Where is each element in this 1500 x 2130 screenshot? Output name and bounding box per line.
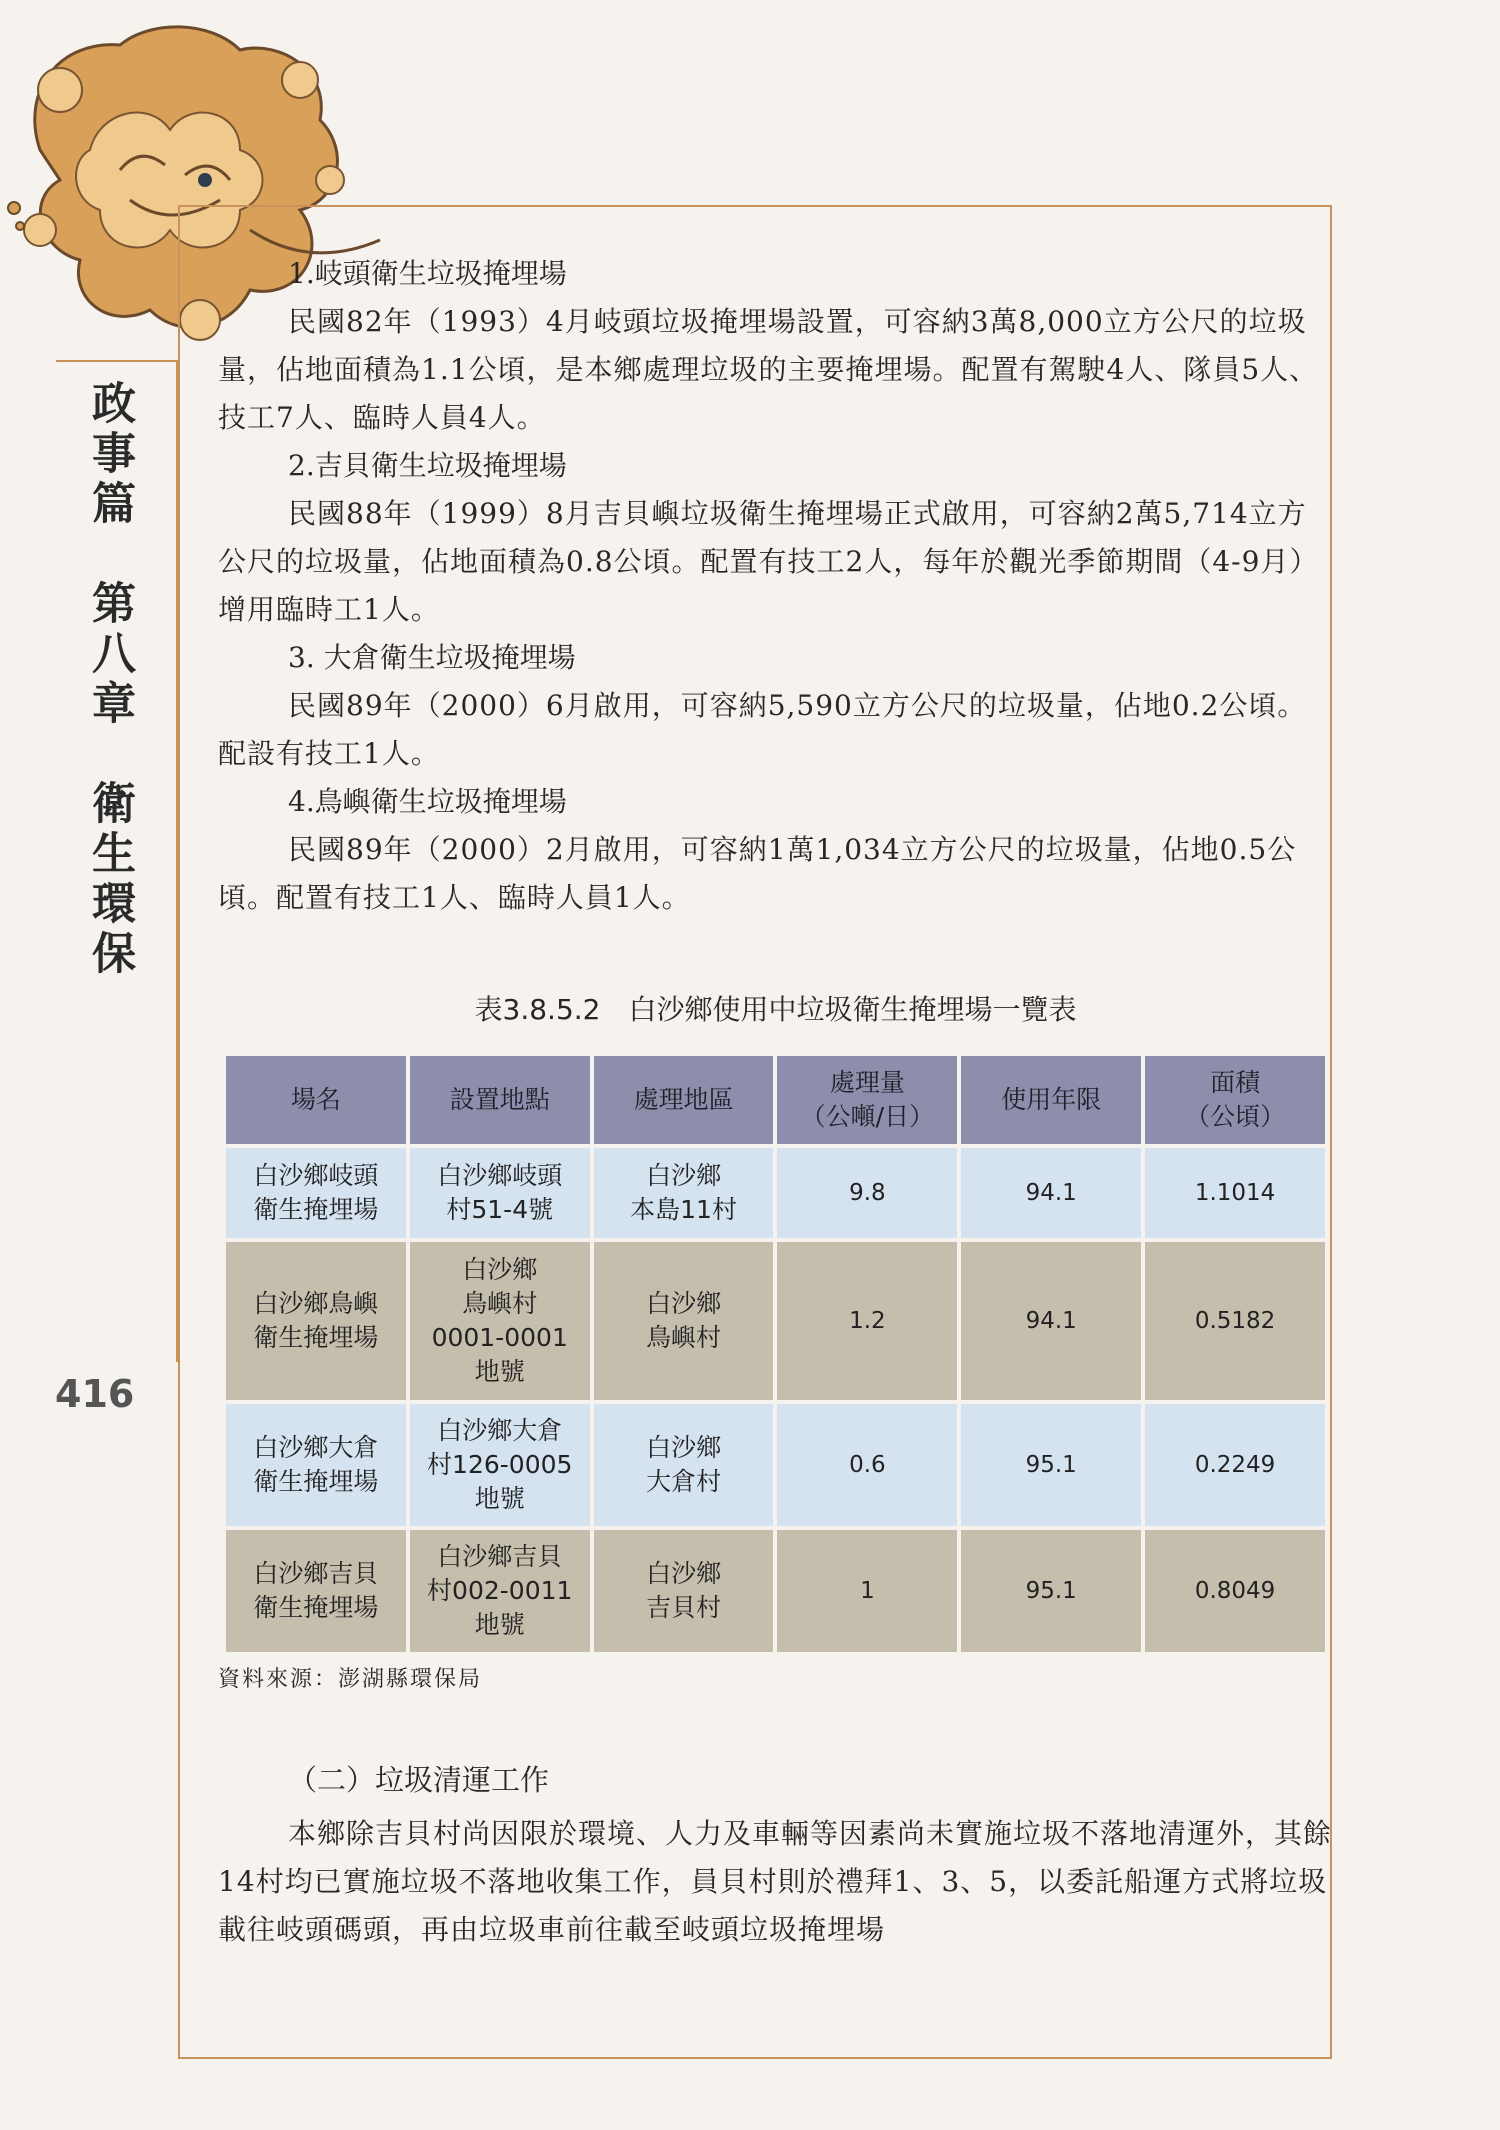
- subsection-paragraph: 本鄉除吉貝村尚因限於環境、人力及車輛等因素尚未實施垃圾不落地清運外，其餘14村均已實施垃圾不落地收集工作，員貝村則於禮拜1、3、5，以委託船運方式將垃圾載往岐頭碼頭，再由垃圾車前往載至岐頭垃圾掩埋場: [218, 1817, 1333, 1946]
- table-cell: 白沙鄉岐頭 村51-4號: [410, 1148, 590, 1238]
- table-cell: 白沙鄉 鳥嶼村: [594, 1242, 774, 1400]
- table-cell: 白沙鄉吉貝 村002-0011 地號: [410, 1530, 590, 1652]
- table-cell: 0.5182: [1145, 1242, 1325, 1400]
- column-header: 場名: [226, 1056, 406, 1144]
- table-cell: 白沙鄉吉貝 衛生掩埋場: [226, 1530, 406, 1652]
- section-two: [218, 1756, 1333, 1954]
- table-row: [226, 1148, 1325, 1238]
- table-row: [226, 1530, 1325, 1652]
- table-cell: 白沙鄉 大倉村: [594, 1404, 774, 1526]
- landfill-table: [222, 1052, 1329, 1656]
- section-paragraph: 民國89年（2000）2月啟用，可容納1萬1,034立方公尺的垃圾量，佔地0.5公頃。配置有技工1人、臨時人員1人。: [218, 833, 1297, 914]
- table-row: [226, 1404, 1325, 1526]
- page-number: 416: [55, 1372, 135, 1416]
- table-title: 表3.8.5.2 白沙鄉使用中垃圾衛生掩埋場一覽表: [474, 993, 1077, 1026]
- table-cell: 白沙鄉鳥嶼 衛生掩埋場: [226, 1242, 406, 1400]
- section-heading: 1.岐頭衛生垃圾掩埋場: [288, 257, 567, 290]
- table-header-row: [226, 1056, 1325, 1144]
- table-cell: 1.2: [777, 1242, 957, 1400]
- section-paragraph: 民國82年（1993）4月岐頭垃圾掩埋場設置，可容納3萬8,000立方公尺的垃圾量，佔地面積為1.1公頃，是本鄉處理垃圾的主要掩埋場。配置有駕駛4人、隊員5人、技工7人、臨時人員4人。: [218, 305, 1319, 434]
- column-header: 面積 （公頃）: [1145, 1056, 1325, 1144]
- table-cell: 0.2249: [1145, 1404, 1325, 1526]
- section-paragraph: 民國88年（1999）8月吉貝嶼垃圾衛生掩埋場正式啟用，可容納2萬5,714立方公尺的垃圾量，佔地面積為0.8公頃。配置有技工2人，每年於觀光季節期間（4-9月）增用臨時工1人。: [218, 497, 1319, 626]
- table-cell: 1: [777, 1530, 957, 1652]
- chapter-side-title: 政事篇 第八章 衛生環保: [84, 380, 135, 980]
- column-header: 處理地區: [594, 1056, 774, 1144]
- section-heading: 3. 大倉衛生垃圾掩埋場: [288, 641, 576, 674]
- table-cell: 白沙鄉岐頭 衛生掩埋場: [226, 1148, 406, 1238]
- table-source: 資料來源：澎湖縣環保局: [218, 1667, 483, 1692]
- table-cell: 94.1: [961, 1242, 1141, 1400]
- subsection-heading: （二）垃圾清運工作: [288, 1763, 550, 1797]
- column-header: 使用年限: [961, 1056, 1141, 1144]
- table-cell: 0.8049: [1145, 1530, 1325, 1652]
- table-cell: 1.1014: [1145, 1148, 1325, 1238]
- table-cell: 白沙鄉 鳥嶼村 0001-0001 地號: [410, 1242, 590, 1400]
- table-cell: 95.1: [961, 1530, 1141, 1652]
- table-cell: 0.6: [777, 1404, 957, 1526]
- table-cell: 白沙鄉大倉 衛生掩埋場: [226, 1404, 406, 1526]
- table-cell: 94.1: [961, 1148, 1141, 1238]
- table-row: [226, 1242, 1325, 1400]
- table-cell: 白沙鄉 吉貝村: [594, 1530, 774, 1652]
- column-header: 處理量 （公噸/日）: [777, 1056, 957, 1144]
- table-cell: 白沙鄉 本島11村: [594, 1148, 774, 1238]
- section-paragraph: 民國89年（2000）6月啟用，可容納5,590立方公尺的垃圾量，佔地0.2公頃。配設有技工1人。: [218, 689, 1307, 770]
- section-heading: 4.鳥嶼衛生垃圾掩埋場: [288, 785, 567, 818]
- main-text: [218, 250, 1333, 922]
- section-heading: 2.吉貝衛生垃圾掩埋場: [288, 449, 567, 482]
- table-cell: 白沙鄉大倉 村126-0005 地號: [410, 1404, 590, 1526]
- table-cell: 95.1: [961, 1404, 1141, 1526]
- table-cell: 9.8: [777, 1148, 957, 1238]
- column-header: 設置地點: [410, 1056, 590, 1144]
